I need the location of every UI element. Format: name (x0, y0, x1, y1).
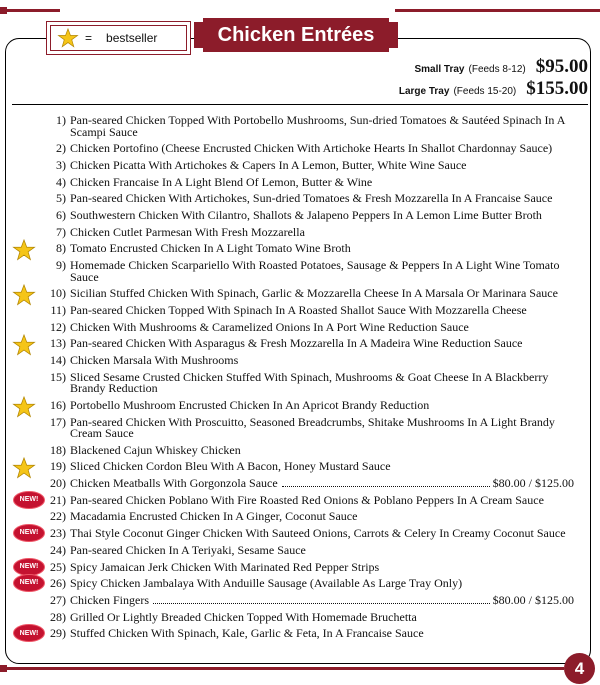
new-badge: NEW! (14, 492, 44, 508)
item-description: Chicken Picatta With Artichokes & Capers In A Lemon, Butter, White Wine Sauce (70, 157, 467, 172)
list-item (20, 338, 580, 350)
legend-equals: = (85, 31, 93, 45)
small-tray-row (399, 56, 588, 78)
list-item (19, 492, 580, 507)
list-item (20, 578, 580, 590)
new-badge: NEW! (14, 559, 44, 575)
star-icon (12, 239, 38, 258)
list-item (20, 243, 580, 255)
star-icon (12, 457, 38, 476)
item-number: 25) (50, 559, 66, 574)
item-number: 15) (50, 369, 66, 384)
star-icon (57, 28, 79, 48)
star-icon (12, 396, 38, 415)
list-item (20, 528, 580, 540)
item-number: 3) (56, 157, 66, 172)
item-number: 17) (50, 414, 66, 429)
item-number: 6) (56, 207, 66, 222)
dot-leader (153, 603, 490, 604)
item-description: Spicy Chicken Jambalaya With Anduille Sausage (Available As Large Tray Only) (70, 576, 463, 591)
legend-label: bestseller (106, 31, 158, 45)
item-description: Chicken Portofino (Cheese Encrusted Chicken With Artichoke Hearts In Shallot Chardonnay Sauce) (70, 141, 553, 156)
item-description: Homemade Chicken Scarpariello With Roasted Potatoes, Sausage & Peppers In A Light Wine Tomato Sauce (70, 258, 560, 284)
item-description: Pan-seared Chicken With Asparagus & Fresh Mozzarella In A Madeira Wine Reduction Sauce (70, 336, 523, 351)
item-number: 16) (50, 397, 66, 412)
page-title: Chicken Entrées (203, 18, 389, 52)
star-icon (12, 334, 38, 353)
top-rule-right (395, 9, 600, 12)
item-number: 18) (50, 442, 66, 457)
item-price: $80.00 / $125.00 (492, 592, 574, 607)
list-item (20, 193, 580, 205)
list-item (20, 461, 580, 473)
item-description: Macadamia Encrusted Chicken In A Ginger, Coconut Sauce (70, 509, 358, 524)
item-description: Pan-seared Chicken With Artichokes, Sun-dried Tomatoes & Fresh Mozzarella In A Francaise Sauce (70, 191, 553, 206)
item-number: 24) (50, 542, 66, 557)
list-item (20, 397, 580, 412)
list-item (20, 319, 580, 334)
list-item (20, 224, 580, 239)
item-description: Chicken Fingers (70, 592, 149, 607)
list-item (20, 115, 580, 138)
bestseller-legend (46, 21, 191, 55)
item-number: 1) (56, 113, 66, 127)
item-description: Pan-seared Chicken With Proscuitto, Seasoned Breadcrumbs, Shitake Mushrooms In A Light Brandy Cream Sauce (70, 414, 555, 440)
item-description: Thai Style Coconut Ginger Chicken With Sauteed Onions, Carrots & Celery In Creamy Coconut Sauce (70, 526, 566, 541)
star-icon (12, 284, 38, 303)
item-number: 9) (56, 258, 66, 272)
item-number: 2) (56, 141, 66, 156)
item-number: 10) (50, 286, 66, 301)
item-description: Pan-seared Chicken Topped With Portobello Mushrooms, Sun-dried Tomatoes & Sautéed Spinach In A Scampi Sauce (70, 113, 565, 139)
item-description: Portobello Mushroom Encrusted Chicken In An Apricot Brandy Reduction (70, 397, 430, 412)
top-rule-square (0, 7, 7, 14)
tray-name: Large Tray (398, 86, 450, 97)
tray-prices (399, 56, 588, 100)
item-number: 4) (56, 174, 66, 189)
tray-price: $95.00 (535, 56, 588, 77)
item-description: Tomato Encrusted Chicken In A Light Tomato Wine Broth (70, 241, 351, 256)
item-number: 12) (50, 319, 66, 334)
bottom-rule (0, 667, 564, 670)
list-item (19, 559, 580, 574)
item-description: Stuffed Chicken With Spinach, Kale, Garlic & Feta, In A Francaise Sauce (70, 626, 424, 641)
item-description: Chicken Meatballs With Gorgonzola Sauce (70, 476, 278, 491)
list-item (20, 628, 580, 640)
list-item (20, 542, 580, 557)
item-number: 26) (50, 576, 66, 591)
list-item (20, 174, 580, 189)
list-item (20, 260, 580, 283)
item-description: Chicken Francaise In A Light Blend Of Lemon, Butter & Wine (70, 174, 373, 189)
list-item (20, 592, 580, 607)
item-price: $80.00 / $125.00 (492, 476, 574, 491)
tray-feeds: (Feeds 8-12) (468, 64, 526, 75)
item-description: Pan-seared Chicken Poblano With Fire Roasted Red Onions & Poblano Peppers In A Cream Sauce (70, 492, 544, 507)
list-item (20, 302, 580, 317)
list-item (20, 207, 580, 222)
list-item (20, 442, 580, 457)
item-description: Pan-seared Chicken In A Teriyaki, Sesame Sauce (70, 542, 306, 557)
item-number: 14) (50, 352, 66, 367)
page-number: 4 (564, 653, 595, 684)
item-number: 7) (56, 224, 66, 239)
item-number: 13) (50, 336, 66, 351)
new-badge: NEW! (14, 625, 44, 641)
item-description: Chicken With Mushrooms & Caramelized Onions In A Port Wine Reduction Sauce (70, 319, 469, 334)
list-item (20, 414, 580, 440)
list-item (20, 609, 580, 624)
item-number: 5) (56, 191, 66, 206)
list-item (20, 369, 580, 396)
item-number: 21) (50, 492, 66, 507)
large-tray-row (399, 78, 588, 100)
item-number: 20) (50, 476, 66, 491)
new-badge: NEW! (14, 575, 44, 591)
item-description: Blackened Cajun Whiskey Chicken (70, 442, 241, 457)
item-description: Chicken Marsala With Mushrooms (70, 352, 239, 367)
item-description: Sliced Sesame Crusted Chicken Stuffed With Spinach, Mushrooms & Goat Cheese In A Blackberry Brandy Reduction (70, 369, 549, 396)
tray-price: $155.00 (526, 78, 588, 99)
item-description: Grilled Or Lightly Breaded Chicken Topped With Homemade Bruchetta (70, 609, 417, 624)
item-number: 19) (50, 459, 66, 474)
item-number: 27) (50, 592, 66, 607)
item-description: Spicy Jamaican Jerk Chicken With Marinated Red Pepper Strips (70, 559, 380, 574)
item-number: 22) (50, 509, 66, 524)
list-item (20, 157, 580, 172)
item-number: 8) (56, 241, 66, 256)
menu-item-list (20, 115, 580, 645)
item-number: 29) (50, 626, 66, 641)
tray-name: Small Tray (414, 64, 465, 75)
item-number: 11) (50, 302, 66, 317)
list-item (20, 288, 580, 300)
header-divider (12, 104, 588, 105)
item-number: 23) (50, 526, 66, 541)
list-item (20, 478, 580, 490)
top-rule-left (0, 9, 60, 12)
item-number: 28) (50, 609, 66, 624)
list-item (20, 352, 580, 367)
list-item (20, 143, 580, 155)
list-item (20, 511, 580, 523)
item-description: Sliced Chicken Cordon Bleu With A Bacon, Honey Mustard Sauce (70, 459, 391, 474)
item-description: Sicilian Stuffed Chicken With Spinach, Garlic & Mozzarella Cheese In A Marsala Or Marinara Sauce (70, 286, 558, 301)
new-badge: NEW! (14, 525, 44, 541)
tray-feeds: (Feeds 15-20) (453, 86, 517, 97)
item-description: Chicken Cutlet Parmesan With Fresh Mozzarella (70, 224, 305, 239)
dot-leader (282, 486, 490, 487)
bottom-rule-square (0, 665, 7, 672)
item-description: Pan-seared Chicken Topped With Spinach In A Roasted Shallot Sauce With Mozzarella Cheese (70, 302, 527, 317)
item-description: Southwestern Chicken With Cilantro, Shallots & Jalapeno Peppers In A Lemon Lime Butter Broth (70, 207, 542, 222)
